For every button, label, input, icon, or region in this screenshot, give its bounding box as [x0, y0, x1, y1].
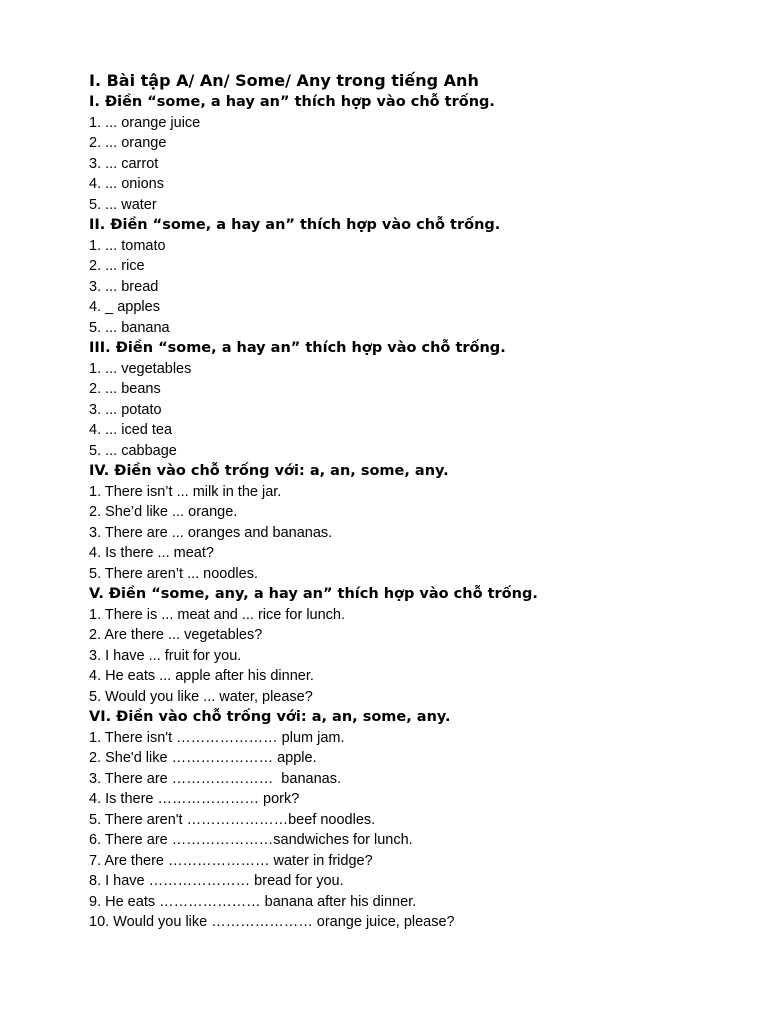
exercise-item: 5. There aren't …………………beef noodles.	[89, 811, 376, 828]
exercise-item: 7. Are there ………………… water in fridge?	[89, 852, 373, 869]
worksheet-page	[89, 70, 749, 933]
exercise-item: 2. ... orange	[89, 135, 167, 151]
section-heading: II. Điền “some, a hay an” thích hợp vào chỗ trống.	[89, 217, 501, 233]
exercise-item: 5. There aren’t ... noodles.	[89, 565, 259, 582]
section-heading: III. Điền “some, a hay an” thích hợp vào chỗ trống.	[89, 340, 506, 356]
exercise-item: 5. Would you like ... water, please?	[89, 688, 313, 705]
section-heading: V. Điền “some, any, a hay an” thích hợp vào chỗ trống.	[89, 586, 538, 602]
exercise-item: 1. There isn’t ... milk in the jar.	[89, 483, 282, 500]
exercise-item: 2. Are there ... vegetables?	[89, 627, 263, 643]
section-heading: IV. Điền vào chỗ trống với: a, an, some, any.	[89, 463, 449, 479]
exercise-item: 6. There are …………………sandwiches for lunch.	[89, 832, 413, 848]
section-heading: VI. Điền vào chỗ trống với: a, an, some, any.	[89, 709, 451, 725]
exercise-item: 9. He eats ………………… banana after his dinner.	[89, 893, 417, 910]
exercise-section-4	[89, 461, 749, 584]
exercise-item: 5. ... cabbage	[89, 442, 177, 459]
exercise-item: 1. ... tomato	[89, 237, 166, 254]
exercise-item: 5. ... banana	[89, 319, 170, 336]
exercise-section-1	[89, 92, 749, 215]
exercise-item: 10. Would you like ………………… orange juice, please?	[89, 914, 455, 930]
exercise-item: 2. ... beans	[89, 381, 161, 397]
exercise-section-5	[89, 584, 749, 707]
exercise-section-6	[89, 707, 749, 933]
exercise-item: 1. ... orange juice	[89, 114, 201, 131]
exercise-section-2	[89, 215, 749, 338]
exercise-item: 4. Is there ... meat?	[89, 545, 214, 561]
exercise-item: 4. _ apples	[89, 299, 160, 315]
exercise-item: 3. ... bread	[89, 278, 159, 295]
exercise-item: 3. There are ... oranges and bananas.	[89, 524, 333, 541]
exercise-item: 1. ... vegetables	[89, 360, 192, 377]
exercise-item: 4. Is there ………………… pork?	[89, 791, 300, 807]
exercise-item: 8. I have ………………… bread for you.	[89, 873, 344, 889]
exercise-item: 4. ... onions	[89, 176, 164, 192]
section-heading: I. Điền “some, a hay an” thích hợp vào chỗ trống.	[89, 94, 495, 110]
exercise-item: 3. ... carrot	[89, 155, 159, 172]
exercise-section-3	[89, 338, 749, 461]
exercise-item: 1. There isn't ………………… plum jam.	[89, 729, 345, 746]
exercise-item: 2. She’d like ... orange.	[89, 504, 238, 520]
exercise-item: 4. He eats ... apple after his dinner.	[89, 668, 314, 684]
exercise-item: 3. There are ………………… bananas.	[89, 770, 341, 787]
exercise-item: 4. ... iced tea	[89, 422, 173, 438]
exercise-item: 1. There is ... meat and ... rice for lunch.	[89, 606, 346, 623]
exercise-item: 2. ... rice	[89, 258, 145, 274]
document-title: I. Bài tập A/ An/ Some/ Any trong tiếng Anh	[89, 71, 479, 90]
exercise-item: 5. ... water	[89, 196, 157, 213]
exercise-item: 3. I have ... fruit for you.	[89, 647, 242, 664]
exercise-item: 3. ... potato	[89, 401, 162, 418]
exercise-item: 2. She'd like ………………… apple.	[89, 750, 317, 766]
